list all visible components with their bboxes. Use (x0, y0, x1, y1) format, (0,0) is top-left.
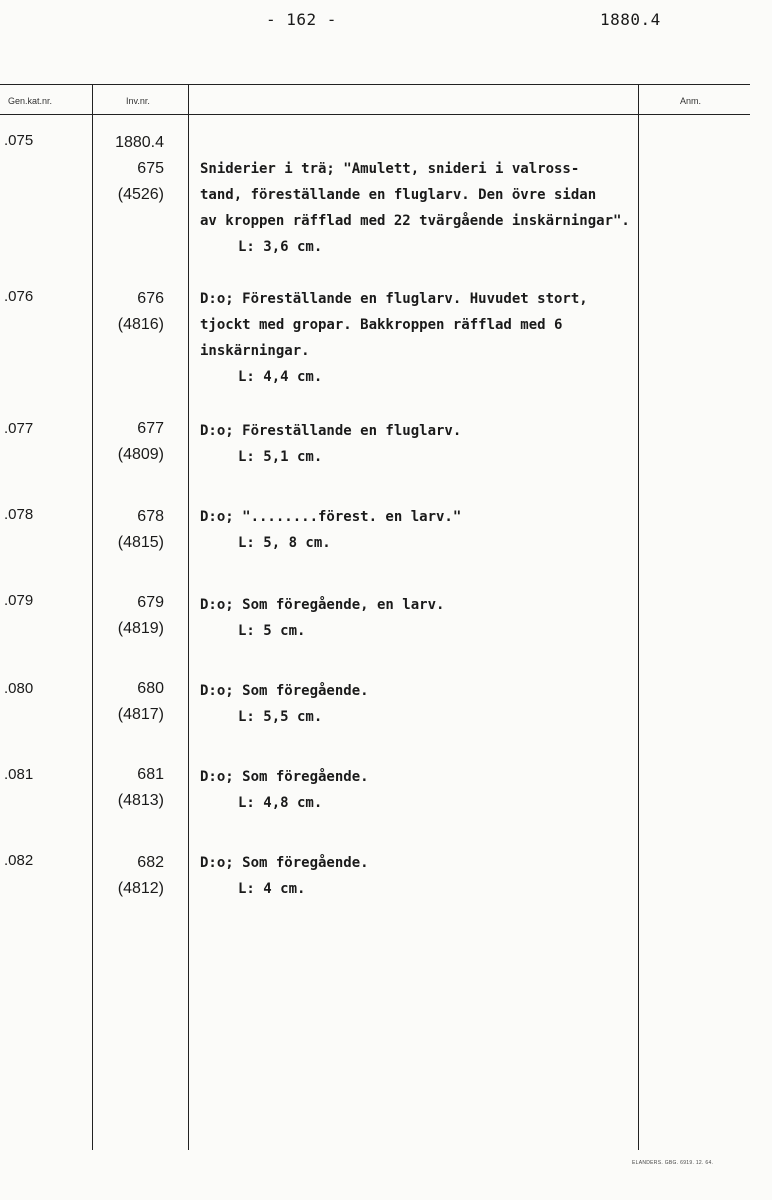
column-divider-inv (188, 84, 189, 1150)
printer-imprint: ELANDERS. GBG. 6919. 12. 64. (632, 1160, 714, 1166)
entry-description (200, 764, 369, 816)
inv-line: 676 (137, 290, 164, 307)
measurement: L: 4,4 cm. (238, 369, 323, 385)
measurement: L: 5, 8 cm. (238, 535, 331, 551)
gen-kat-number: .081 (4, 766, 34, 783)
inv-number (100, 590, 164, 642)
measurement: L: 4 cm. (238, 881, 306, 897)
inv-number (100, 416, 164, 468)
column-header-inv-nr: Inv.nr. (126, 96, 150, 106)
inv-line: (4816) (117, 316, 164, 333)
measurement: L: 5,1 cm. (238, 449, 323, 465)
inv-number (100, 504, 164, 556)
text-line: D:o; "........förest. en larv." (200, 509, 462, 525)
inv-number (100, 676, 164, 728)
inv-line: (4812) (117, 880, 164, 897)
gen-kat-number: .077 (4, 420, 34, 437)
gen-kat-number: .082 (4, 852, 34, 869)
entry-description (200, 286, 588, 390)
gen-kat-number: .075 (4, 132, 34, 149)
inv-line: 677 (137, 420, 164, 437)
text-line: inskärningar. (200, 343, 310, 359)
page-number: - 162 - (266, 10, 337, 29)
text-line: Sniderier i trä; "Amulett, snideri i valross- (200, 161, 580, 177)
inv-line: (4526) (117, 186, 164, 203)
inv-number (100, 850, 164, 902)
text-line: tjockt med gropar. Bakkroppen räfflad med 6 (200, 317, 563, 333)
text-line: D:o; Som föregående. (200, 683, 369, 699)
inv-line: 675 (137, 160, 164, 177)
gen-kat-number: .078 (4, 506, 34, 523)
inv-line: 682 (137, 854, 164, 871)
column-divider-text (638, 84, 639, 1150)
text-line: D:o; Föreställande en fluglarv. (200, 423, 462, 439)
entry-description (200, 592, 444, 644)
column-header-anm: Anm. (680, 96, 702, 106)
measurement: L: 3,6 cm. (238, 239, 323, 255)
entry-description (200, 850, 369, 902)
text-line: D:o; Som föregående. (200, 769, 369, 785)
column-header-gen-kat-nr: Gen.kat.nr. (8, 96, 53, 106)
gen-kat-number: .079 (4, 592, 34, 609)
entry-description (200, 504, 461, 556)
text-line: av kroppen räfflad med 22 tvärgående inskärningar". (200, 213, 630, 229)
entry-description (200, 156, 630, 260)
measurement: L: 4,8 cm. (238, 795, 323, 811)
measurement: L: 5 cm. (238, 623, 306, 639)
inv-line: 679 (137, 594, 164, 611)
text-line: D:o; Som föregående. (200, 855, 369, 871)
page-reference: 1880.4 (600, 10, 661, 29)
inv-line: 678 (137, 508, 164, 525)
inv-line: (4819) (117, 620, 164, 637)
inv-number (100, 286, 164, 338)
inv-line: (4815) (117, 534, 164, 551)
inv-line: (4817) (117, 706, 164, 723)
entry-description (200, 678, 369, 730)
inv-line: 680 (137, 680, 164, 697)
gen-kat-number: .076 (4, 288, 34, 305)
inv-line: (4813) (117, 792, 164, 809)
inv-line: (4809) (117, 446, 164, 463)
column-divider-gen (92, 84, 93, 1150)
text-line: tand, föreställande en fluglarv. Den övre sidan (200, 187, 597, 203)
inv-line: 681 (137, 766, 164, 783)
measurement: L: 5,5 cm. (238, 709, 323, 725)
text-line: D:o; Som föregående, en larv. (200, 597, 445, 613)
inv-line: 1880.4 (115, 134, 164, 151)
inv-number (100, 762, 164, 814)
inv-number (100, 130, 164, 208)
text-line: D:o; Föreställande en fluglarv. Huvudet stort, (200, 291, 588, 307)
entry-description (200, 418, 461, 470)
gen-kat-number: .080 (4, 680, 34, 697)
